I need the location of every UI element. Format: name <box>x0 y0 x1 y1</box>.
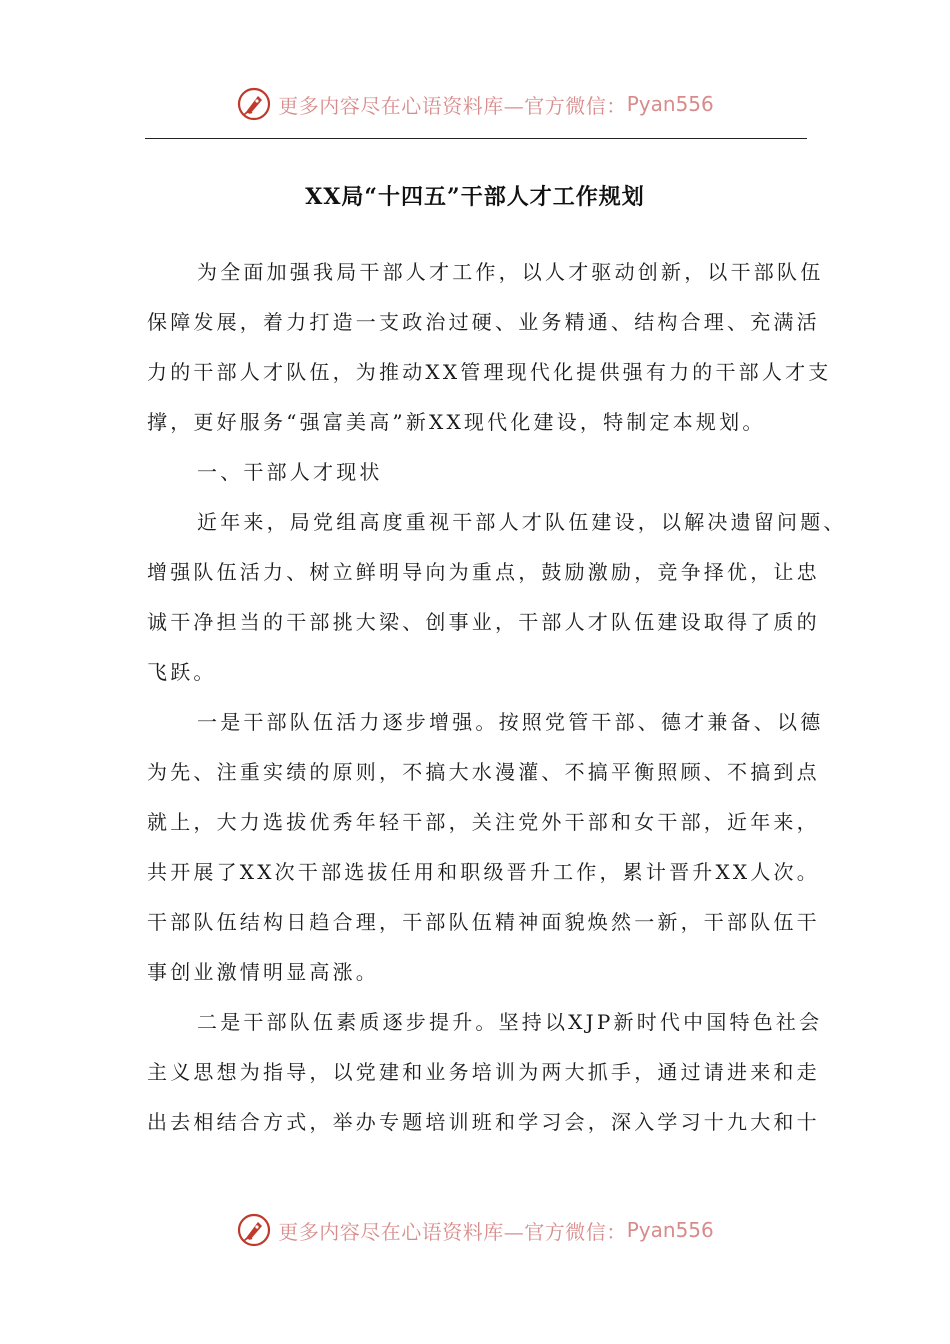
pen-nib-circle-icon <box>236 1212 272 1248</box>
body-line: 飞跃。 <box>147 660 217 684</box>
body-line: 为全面加强我局干部人才工作，以人才驱动创新，以干部队伍 <box>197 260 824 284</box>
body-line: 力的干部人才队伍，为推动XX管理现代化提供强有力的干部人才支 <box>147 360 832 384</box>
body-line: 主义思想为指导，以党建和业务培训为两大抓手，通过请进来和走 <box>147 1060 820 1084</box>
body-line: 干部队伍结构日趋合理，干部队伍精神面貌焕然一新，干部队伍干 <box>147 910 820 934</box>
body-line: 诚干净担当的干部挑大梁、创事业，干部人才队伍建设取得了质的 <box>147 610 820 634</box>
header-watermark <box>0 84 950 124</box>
section-heading: 一、干部人才现状 <box>197 460 383 484</box>
watermark-text: 更多内容尽在心语资料库—官方微信： <box>278 93 627 118</box>
body-line: 保障发展，着力打造一支政治过硬、业务精通、结构合理、充满活 <box>147 310 820 334</box>
body-line: 出去相结合方式，举办专题培训班和学习会，深入学习十九大和十 <box>147 1110 820 1134</box>
body-line: 近年来，局党组高度重视干部人才队伍建设，以解决遗留问题、 <box>197 510 847 534</box>
watermark-wechat-id: Pyan556 <box>626 1218 714 1242</box>
watermark-text: 更多内容尽在心语资料库—官方微信： <box>278 1219 627 1244</box>
body-line: 一是干部队伍活力逐步增强。按照党管干部、德才兼备、以德 <box>197 710 824 734</box>
document-title: XX局“十四五”干部人才工作规划 <box>305 184 645 210</box>
pen-nib-circle-icon <box>236 86 272 122</box>
body-line: 撑，更好服务“强富美高”新XX现代化建设，特制定本规划。 <box>147 410 766 434</box>
footer-watermark <box>0 1210 950 1250</box>
body-line: 共开展了XX次干部选拔任用和职级晋升工作，累计晋升XX人次。 <box>147 860 820 884</box>
body-line: 为先、注重实绩的原则，不搞大水漫灌、不搞平衡照顾、不搞到点 <box>147 760 820 784</box>
document-body <box>147 250 847 1150</box>
body-line: 事创业激情明显高涨。 <box>147 960 379 984</box>
body-line: 二是干部队伍素质逐步提升。坚持以XJP新时代中国特色社会 <box>197 1010 823 1034</box>
watermark-wechat-id: Pyan556 <box>626 92 714 116</box>
body-line: 就上，大力选拔优秀年轻干部，关注党外干部和女干部，近年来， <box>147 810 820 834</box>
body-line: 增强队伍活力、树立鲜明导向为重点，鼓励激励，竞争择优，让忠 <box>147 560 820 584</box>
header-divider <box>145 138 807 139</box>
